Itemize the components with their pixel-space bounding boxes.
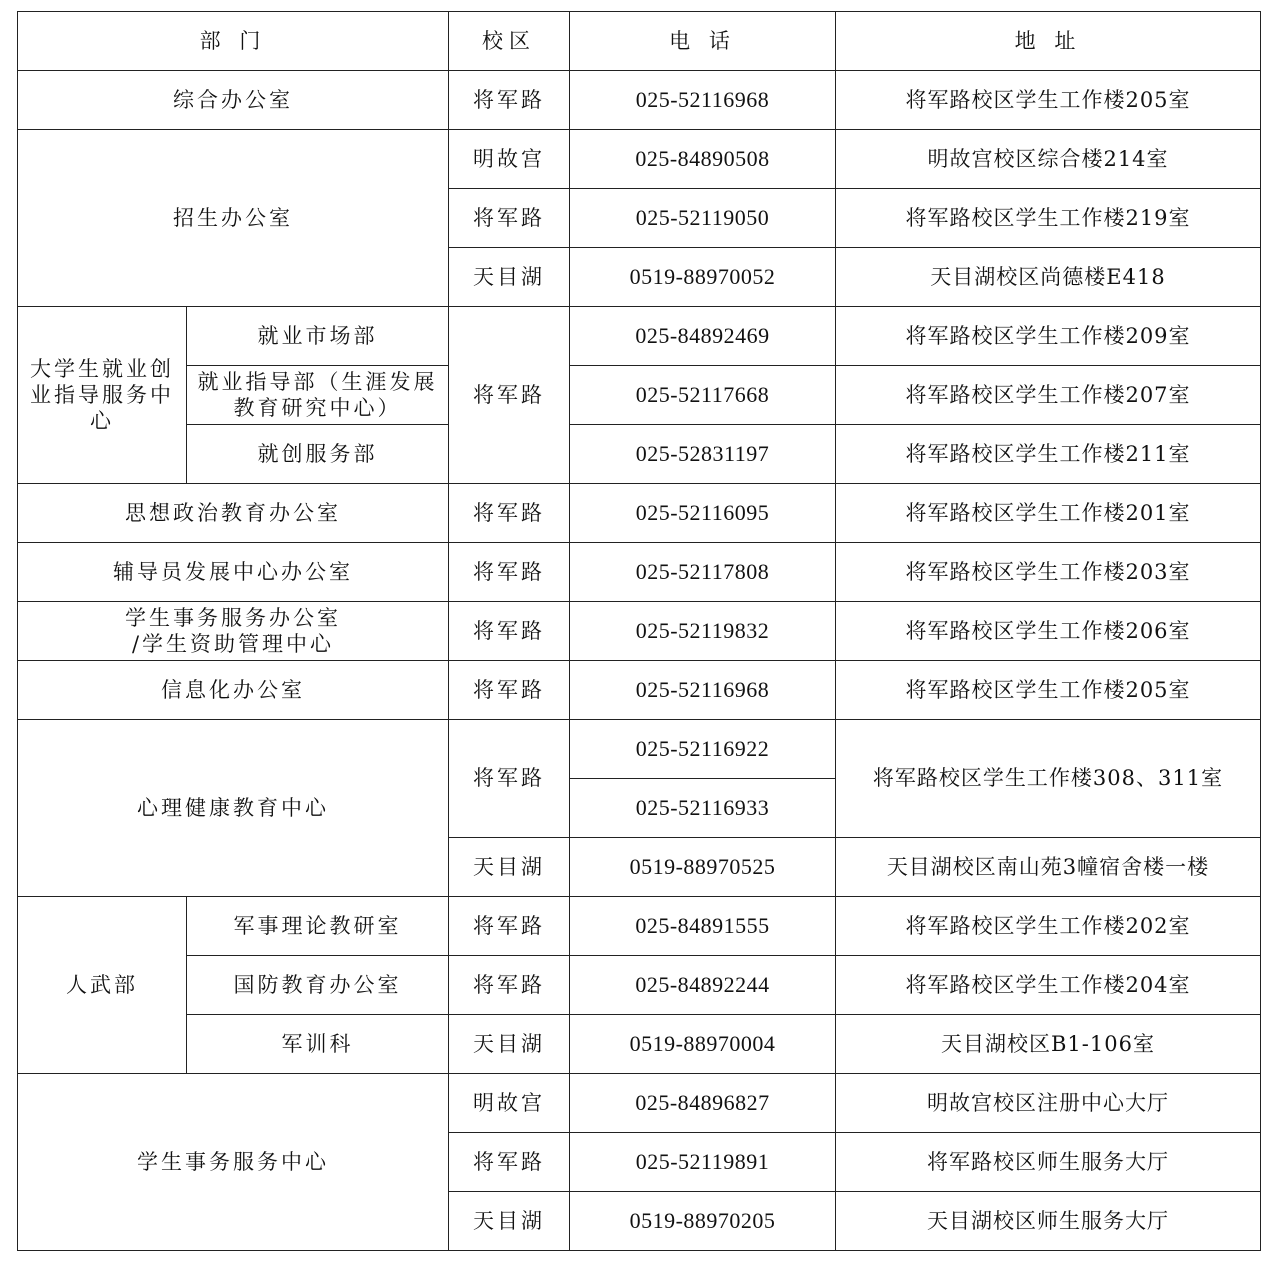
address-cell: 将军路校区学生工作楼209室 (836, 307, 1261, 366)
campus-cell: 将军路 (449, 897, 570, 956)
table-row (18, 1015, 1261, 1074)
campus-cell: 天目湖 (449, 1015, 570, 1074)
subdept-cell: 军事理论教研室 (187, 897, 449, 956)
subdept-cell: 军训科 (187, 1015, 449, 1074)
phone-cell: 025-52119832 (570, 602, 836, 661)
subdept-cell: 就创服务部 (187, 425, 449, 484)
address-cell: 天目湖校区南山苑3幢宿舍楼一楼 (836, 838, 1261, 897)
table-row (18, 484, 1261, 543)
campus-cell: 明故宫 (449, 130, 570, 189)
address-cell: 将军路校区学生工作楼308、311室 (836, 720, 1261, 838)
campus-cell: 将军路 (449, 189, 570, 248)
phone-cell: 025-52116095 (570, 484, 836, 543)
phone-cell: 025-84890508 (570, 130, 836, 189)
address-cell: 将军路校区师生服务大厅 (836, 1133, 1261, 1192)
campus-cell: 将军路 (449, 71, 570, 130)
address-cell: 天目湖校区师生服务大厅 (836, 1192, 1261, 1251)
campus-cell: 天目湖 (449, 248, 570, 307)
phone-cell: 0519-88970052 (570, 248, 836, 307)
phone-cell: 025-84892244 (570, 956, 836, 1015)
campus-cell: 将军路 (449, 543, 570, 602)
address-cell: 将军路校区学生工作楼219室 (836, 189, 1261, 248)
phone-cell: 025-52116968 (570, 71, 836, 130)
dept-cell: 大学生就业创业指导服务中心 (18, 307, 187, 484)
header-phone: 电 话 (570, 12, 836, 71)
dept-cell: 辅导员发展中心办公室 (18, 543, 449, 602)
phone-cell: 025-52116968 (570, 661, 836, 720)
phone-cell: 025-52116933 (570, 779, 836, 838)
phone-cell: 0519-88970004 (570, 1015, 836, 1074)
campus-cell: 将军路 (449, 661, 570, 720)
header-row (18, 12, 1261, 71)
phone-cell: 025-52117808 (570, 543, 836, 602)
address-cell: 将军路校区学生工作楼202室 (836, 897, 1261, 956)
address-cell: 将军路校区学生工作楼207室 (836, 366, 1261, 425)
dept-cell: 综合办公室 (18, 71, 449, 130)
header-dept: 部 门 (18, 12, 449, 71)
table-row (18, 366, 1261, 425)
campus-cell: 明故宫 (449, 1074, 570, 1133)
dept-cell: 学生事务服务中心 (18, 1074, 449, 1251)
dept-cell: 思想政治教育办公室 (18, 484, 449, 543)
header-campus: 校区 (449, 12, 570, 71)
address-cell: 明故宫校区综合楼214室 (836, 130, 1261, 189)
dept-cell: 心理健康教育中心 (18, 720, 449, 897)
table-row (18, 425, 1261, 484)
campus-cell: 将军路 (449, 307, 570, 484)
address-cell: 将军路校区学生工作楼203室 (836, 543, 1261, 602)
table-row (18, 543, 1261, 602)
address-cell: 将军路校区学生工作楼205室 (836, 661, 1261, 720)
campus-cell: 将军路 (449, 484, 570, 543)
dept-line: 学生事务服务办公室 (125, 605, 341, 630)
phone-cell: 025-52119891 (570, 1133, 836, 1192)
dept-cell: 人武部 (18, 897, 187, 1074)
address-cell: 将军路校区学生工作楼201室 (836, 484, 1261, 543)
table-row (18, 897, 1261, 956)
dept-line: /学生资助管理中心 (131, 632, 335, 656)
campus-cell: 将军路 (449, 956, 570, 1015)
table-row (18, 602, 1261, 661)
subdept-cell: 就业市场部 (187, 307, 449, 366)
dept-cell (18, 602, 449, 661)
phone-cell: 025-84891555 (570, 897, 836, 956)
contact-table (17, 11, 1261, 1251)
phone-cell: 025-52116922 (570, 720, 836, 779)
address-cell: 将军路校区学生工作楼204室 (836, 956, 1261, 1015)
phone-cell: 0519-88970205 (570, 1192, 836, 1251)
phone-cell: 025-84892469 (570, 307, 836, 366)
address-cell: 天目湖校区尚德楼E418 (836, 248, 1261, 307)
phone-cell: 025-52119050 (570, 189, 836, 248)
table-row (18, 130, 1261, 189)
address-cell: 明故宫校区注册中心大厅 (836, 1074, 1261, 1133)
address-cell: 天目湖校区B1-106室 (836, 1015, 1261, 1074)
dept-cell: 招生办公室 (18, 130, 449, 307)
phone-cell: 025-52831197 (570, 425, 836, 484)
campus-cell: 将军路 (449, 602, 570, 661)
header-address: 地 址 (836, 12, 1261, 71)
table-row (18, 71, 1261, 130)
address-cell: 将军路校区学生工作楼205室 (836, 71, 1261, 130)
table-row (18, 661, 1261, 720)
phone-cell: 025-84896827 (570, 1074, 836, 1133)
dept-cell: 信息化办公室 (18, 661, 449, 720)
address-cell: 将军路校区学生工作楼211室 (836, 425, 1261, 484)
campus-cell: 天目湖 (449, 1192, 570, 1251)
phone-cell: 0519-88970525 (570, 838, 836, 897)
campus-cell: 将军路 (449, 720, 570, 838)
subdept-cell: 国防教育办公室 (187, 956, 449, 1015)
phone-cell: 025-52117668 (570, 366, 836, 425)
table-row (18, 1074, 1261, 1133)
campus-cell: 将军路 (449, 1133, 570, 1192)
table-row (18, 720, 1261, 779)
table-row (18, 956, 1261, 1015)
table-row (18, 307, 1261, 366)
subdept-cell: 就业指导部（生涯发展教育研究中心） (187, 366, 449, 425)
address-cell: 将军路校区学生工作楼206室 (836, 602, 1261, 661)
campus-cell: 天目湖 (449, 838, 570, 897)
